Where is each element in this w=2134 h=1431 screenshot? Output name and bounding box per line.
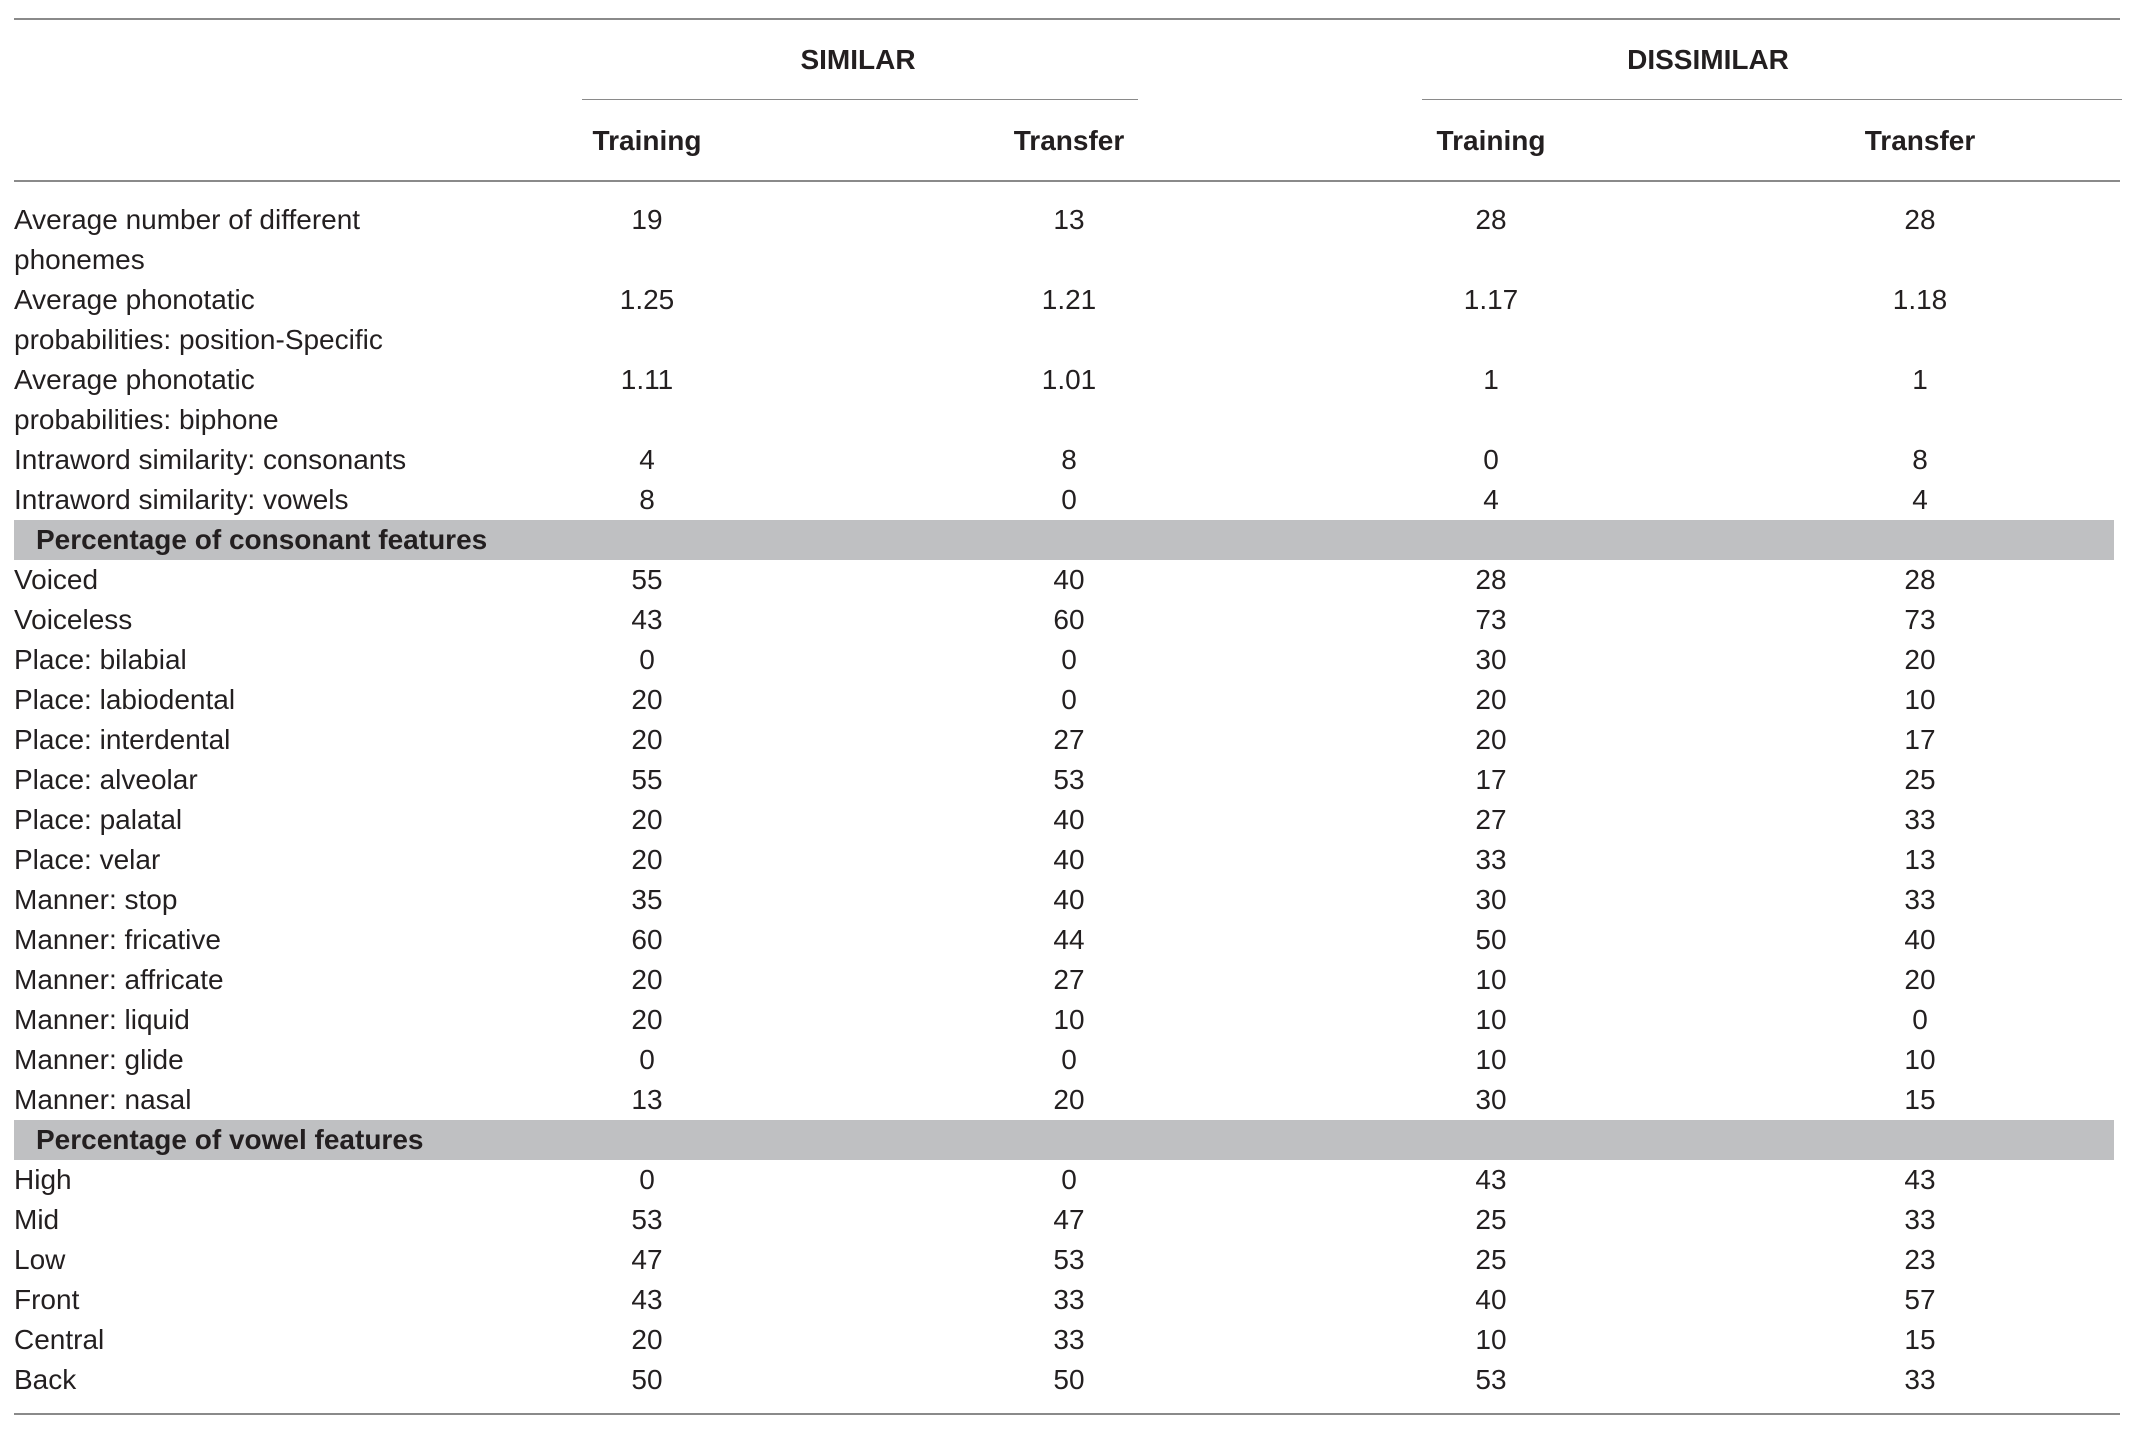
cell-dissimilar-training: 30 bbox=[1475, 884, 1507, 915]
cell-similar-training: 1.11 bbox=[620, 364, 674, 395]
col-header-similar-transfer: Transfer bbox=[1013, 125, 1125, 156]
cell-dissimilar-transfer: 28 bbox=[1904, 564, 1936, 595]
cell-similar-transfer: 53 bbox=[1053, 764, 1085, 795]
table-row bbox=[0, 1000, 2134, 1040]
cell-dissimilar-transfer: 8 bbox=[1912, 444, 1928, 475]
cell-dissimilar-transfer: 33 bbox=[1904, 804, 1936, 835]
row-label: Average number of different bbox=[14, 204, 361, 235]
cell-dissimilar-transfer: 40 bbox=[1904, 924, 1936, 955]
cell-dissimilar-transfer: 57 bbox=[1904, 1284, 1936, 1315]
table-row bbox=[0, 560, 2134, 600]
row-label: Place: labiodental bbox=[14, 684, 236, 715]
cell-dissimilar-transfer: 0 bbox=[1912, 1004, 1928, 1035]
row-label: Place: interdental bbox=[14, 724, 231, 755]
cell-dissimilar-training: 50 bbox=[1475, 924, 1507, 955]
row-label: Manner: fricative bbox=[14, 924, 221, 955]
cell-similar-training: 20 bbox=[631, 804, 663, 835]
col-header-similar-training: Training bbox=[592, 125, 702, 156]
cell-similar-transfer: 13 bbox=[1053, 204, 1085, 235]
cell-dissimilar-transfer: 4 bbox=[1912, 484, 1928, 515]
cell-similar-training: 35 bbox=[631, 884, 663, 915]
cell-similar-training: 55 bbox=[631, 764, 663, 795]
cell-dissimilar-training: 17 bbox=[1475, 764, 1507, 795]
cell-similar-transfer: 40 bbox=[1053, 804, 1085, 835]
section-label: Percentage of vowel features bbox=[36, 1124, 424, 1155]
cell-similar-training: 4 bbox=[639, 444, 655, 475]
cell-similar-transfer: 40 bbox=[1053, 884, 1085, 915]
cell-dissimilar-transfer: 15 bbox=[1904, 1084, 1936, 1115]
cell-similar-training: 20 bbox=[631, 724, 663, 755]
cell-similar-training: 13 bbox=[631, 1084, 663, 1115]
cell-dissimilar-training: 0 bbox=[1483, 444, 1499, 475]
cell-similar-training: 8 bbox=[639, 484, 655, 515]
cell-dissimilar-training: 27 bbox=[1475, 804, 1507, 835]
cell-dissimilar-training: 25 bbox=[1475, 1244, 1507, 1275]
cell-similar-transfer: 0 bbox=[1061, 484, 1077, 515]
row-label: Voiced bbox=[14, 564, 99, 595]
header-bottom-rule bbox=[14, 180, 2120, 182]
table-row bbox=[0, 1160, 2134, 1200]
table-bottom-rule bbox=[14, 1413, 2120, 1415]
cell-similar-training: 20 bbox=[631, 1004, 663, 1035]
cell-similar-transfer: 47 bbox=[1053, 1204, 1085, 1235]
row-label: Mid bbox=[14, 1204, 60, 1235]
cell-similar-transfer: 0 bbox=[1061, 644, 1077, 675]
row-label: Central bbox=[14, 1324, 105, 1355]
cell-dissimilar-training: 1.17 bbox=[1463, 284, 1519, 315]
cell-similar-transfer: 27 bbox=[1053, 724, 1085, 755]
cell-similar-transfer: 40 bbox=[1053, 844, 1085, 875]
cell-dissimilar-training: 20 bbox=[1475, 724, 1507, 755]
cell-dissimilar-transfer: 20 bbox=[1904, 644, 1936, 675]
cell-similar-transfer: 0 bbox=[1061, 684, 1077, 715]
cell-dissimilar-transfer: 17 bbox=[1904, 724, 1936, 755]
cell-similar-training: 0 bbox=[639, 1164, 655, 1195]
row-label: probabilities: biphone bbox=[14, 404, 279, 435]
cell-similar-training: 50 bbox=[631, 1364, 663, 1395]
table-row bbox=[0, 720, 2134, 760]
cell-similar-transfer: 27 bbox=[1053, 964, 1085, 995]
cell-dissimilar-transfer: 28 bbox=[1904, 204, 1936, 235]
cell-dissimilar-training: 33 bbox=[1475, 844, 1507, 875]
table-row bbox=[0, 640, 2134, 680]
row-label: phonemes bbox=[14, 244, 145, 275]
cell-similar-training: 20 bbox=[631, 844, 663, 875]
row-label: High bbox=[14, 1164, 72, 1195]
cell-similar-transfer: 44 bbox=[1053, 924, 1085, 955]
table-row bbox=[0, 1280, 2134, 1320]
cell-dissimilar-transfer: 1 bbox=[1912, 364, 1928, 395]
cell-similar-transfer: 60 bbox=[1053, 604, 1085, 635]
row-label: Intraword similarity: consonants bbox=[14, 444, 407, 475]
cell-dissimilar-training: 4 bbox=[1483, 484, 1499, 515]
cell-dissimilar-transfer: 13 bbox=[1904, 844, 1936, 875]
row-label: Place: palatal bbox=[14, 804, 183, 835]
cell-dissimilar-transfer: 43 bbox=[1904, 1164, 1936, 1195]
cell-dissimilar-transfer: 33 bbox=[1904, 884, 1936, 915]
section-header bbox=[14, 1120, 2114, 1160]
row-label: Average phonotatic bbox=[14, 284, 255, 315]
cell-dissimilar-training: 40 bbox=[1475, 1284, 1507, 1315]
cell-similar-transfer: 1.01 bbox=[1041, 364, 1097, 395]
row-label: Manner: liquid bbox=[14, 1004, 190, 1035]
cell-similar-transfer: 0 bbox=[1061, 1044, 1077, 1075]
table-row bbox=[0, 880, 2134, 920]
row-label: Low bbox=[14, 1244, 66, 1275]
cell-dissimilar-training: 30 bbox=[1475, 1084, 1507, 1115]
group-header-dissimilar: DISSIMILAR bbox=[1627, 44, 1789, 75]
table-row bbox=[0, 600, 2134, 640]
table-row bbox=[0, 960, 2134, 1000]
cell-similar-transfer: 20 bbox=[1053, 1084, 1085, 1115]
table-row bbox=[0, 440, 2134, 480]
table-row bbox=[0, 1200, 2134, 1240]
table-row bbox=[0, 760, 2134, 800]
cell-similar-training: 55 bbox=[631, 564, 663, 595]
cell-similar-training: 60 bbox=[631, 924, 663, 955]
cell-dissimilar-training: 10 bbox=[1475, 964, 1507, 995]
table-row bbox=[0, 920, 2134, 960]
table-row bbox=[0, 800, 2134, 840]
cell-similar-transfer: 33 bbox=[1053, 1284, 1085, 1315]
table-row bbox=[0, 1080, 2134, 1120]
cell-similar-training: 19 bbox=[631, 204, 663, 235]
cell-similar-training: 0 bbox=[639, 644, 655, 675]
cell-dissimilar-transfer: 33 bbox=[1904, 1204, 1936, 1235]
cell-dissimilar-transfer: 10 bbox=[1904, 1044, 1936, 1075]
table-row bbox=[0, 1320, 2134, 1360]
group-header-similar: SIMILAR bbox=[800, 44, 916, 75]
cell-similar-training: 53 bbox=[631, 1204, 663, 1235]
cell-similar-transfer: 10 bbox=[1053, 1004, 1085, 1035]
cell-dissimilar-transfer: 25 bbox=[1904, 764, 1936, 795]
cell-dissimilar-training: 73 bbox=[1475, 604, 1507, 635]
row-label: probabilities: position-Specific bbox=[14, 324, 383, 355]
row-label: Intraword similarity: vowels bbox=[14, 484, 349, 515]
col-header-dissimilar-training: Training bbox=[1436, 125, 1546, 156]
cell-similar-training: 20 bbox=[631, 964, 663, 995]
cell-dissimilar-training: 53 bbox=[1475, 1364, 1507, 1395]
cell-dissimilar-training: 43 bbox=[1475, 1164, 1507, 1195]
row-label: Place: alveolar bbox=[14, 764, 198, 795]
cell-dissimilar-training: 1 bbox=[1483, 364, 1499, 395]
cell-similar-training: 43 bbox=[631, 1284, 663, 1315]
table-row bbox=[0, 840, 2134, 880]
table-row bbox=[0, 200, 2134, 280]
cell-dissimilar-transfer: 1.18 bbox=[1892, 284, 1948, 315]
cell-dissimilar-training: 28 bbox=[1475, 564, 1507, 595]
table-row bbox=[0, 1360, 2134, 1400]
cell-similar-training: 43 bbox=[631, 604, 663, 635]
row-label: Manner: affricate bbox=[14, 964, 224, 995]
cell-similar-training: 20 bbox=[631, 684, 663, 715]
section-header bbox=[14, 520, 2114, 560]
cell-dissimilar-transfer: 20 bbox=[1904, 964, 1936, 995]
row-label: Manner: nasal bbox=[14, 1084, 192, 1115]
cell-similar-training: 0 bbox=[639, 1044, 655, 1075]
col-header-dissimilar-transfer: Transfer bbox=[1864, 125, 1976, 156]
row-label: Place: bilabial bbox=[14, 644, 187, 675]
cell-dissimilar-training: 10 bbox=[1475, 1004, 1507, 1035]
table-top-rule bbox=[14, 18, 2120, 20]
table-row bbox=[0, 1040, 2134, 1080]
cell-dissimilar-transfer: 33 bbox=[1904, 1364, 1936, 1395]
table-row bbox=[0, 480, 2134, 520]
cell-similar-transfer: 50 bbox=[1053, 1364, 1085, 1395]
cell-similar-transfer: 33 bbox=[1053, 1324, 1085, 1355]
row-label: Average phonotatic bbox=[14, 364, 255, 395]
cell-dissimilar-training: 20 bbox=[1475, 684, 1507, 715]
table-row bbox=[0, 1240, 2134, 1280]
row-label: Place: velar bbox=[14, 844, 161, 875]
cell-similar-training: 20 bbox=[631, 1324, 663, 1355]
cell-dissimilar-training: 10 bbox=[1475, 1044, 1507, 1075]
row-label: Manner: stop bbox=[14, 884, 178, 915]
row-label: Manner: glide bbox=[14, 1044, 184, 1075]
cell-similar-training: 1.25 bbox=[619, 284, 675, 315]
table-row bbox=[0, 360, 2134, 440]
cell-dissimilar-transfer: 23 bbox=[1904, 1244, 1936, 1275]
section-label: Percentage of consonant features bbox=[36, 524, 488, 555]
cell-similar-training: 47 bbox=[631, 1244, 663, 1275]
cell-dissimilar-transfer: 10 bbox=[1904, 684, 1936, 715]
cell-dissimilar-transfer: 73 bbox=[1904, 604, 1936, 635]
row-label: Front bbox=[14, 1284, 80, 1315]
cell-similar-transfer: 0 bbox=[1061, 1164, 1077, 1195]
dissimilar-group-rule bbox=[1422, 99, 2122, 100]
row-label: Back bbox=[14, 1364, 77, 1395]
cell-similar-transfer: 40 bbox=[1053, 564, 1085, 595]
cell-dissimilar-training: 28 bbox=[1475, 204, 1507, 235]
cell-dissimilar-training: 10 bbox=[1475, 1324, 1507, 1355]
table-row bbox=[0, 280, 2134, 360]
cell-dissimilar-training: 30 bbox=[1475, 644, 1507, 675]
cell-similar-transfer: 8 bbox=[1061, 444, 1077, 475]
cell-dissimilar-transfer: 15 bbox=[1904, 1324, 1936, 1355]
cell-similar-transfer: 53 bbox=[1053, 1244, 1085, 1275]
cell-similar-transfer: 1.21 bbox=[1041, 284, 1097, 315]
table-row bbox=[0, 680, 2134, 720]
row-label: Voiceless bbox=[14, 604, 133, 635]
similar-group-rule bbox=[582, 99, 1138, 100]
cell-dissimilar-training: 25 bbox=[1475, 1204, 1507, 1235]
